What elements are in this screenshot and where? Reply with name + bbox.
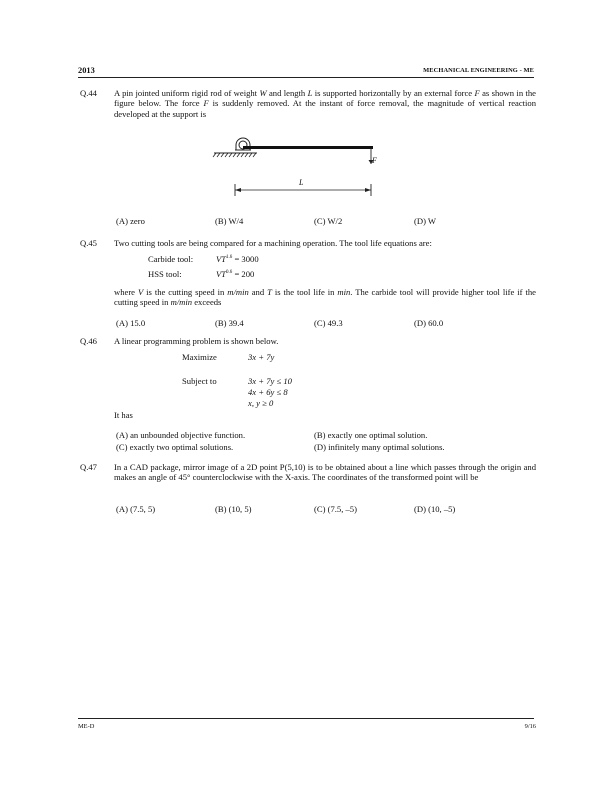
option-a[interactable]: (A) an unbounded objective function. (116, 430, 246, 440)
hss-equation-label: HSS tool: (148, 269, 182, 279)
pin-jointed-rod-figure (205, 136, 395, 202)
force-label: F (372, 156, 377, 165)
paper-code: ME-D (78, 723, 95, 730)
option-b[interactable]: (B) (10, 5) (215, 504, 252, 514)
option-a[interactable]: (A) zero (116, 216, 145, 226)
question-number: Q.44 (80, 88, 97, 98)
carbide-equation: $VT^{1.6} = 3000$ (216, 254, 259, 264)
question-text-q44: A pin jointed uniform rigid rod of weight W and length L is supported horizontally by an external force F as shown in the figure below. The force F is suddenly removed. At the instant of force removal, the magnitude of vertical reaction developed at the support is (114, 88, 537, 119)
option-c[interactable]: (C) W/2 (314, 216, 343, 226)
footer-divider (78, 718, 534, 719)
constraint-2: 4x + 6y ≤ 8 (248, 387, 288, 397)
it-has-label: It has (114, 410, 133, 420)
question-number: Q.47 (80, 462, 97, 472)
objective-function: 3x + 7y (248, 352, 275, 362)
option-b[interactable]: (B) W/4 (215, 216, 244, 226)
option-d[interactable]: (D) (10, –5) (414, 504, 456, 514)
constraint-3: x, y ≥ 0 (248, 398, 274, 408)
maximize-label: Maximize (182, 352, 217, 362)
option-b[interactable]: (B) exactly one optimal solution. (314, 430, 428, 440)
question-number: Q.46 (80, 336, 97, 346)
subject-to-label: Subject to (182, 376, 217, 386)
option-a[interactable]: (A) (7.5, 5) (116, 504, 156, 514)
option-c[interactable]: (C) (7.5, –5) (314, 504, 357, 514)
header-divider (78, 77, 534, 78)
page-number: 9/16 (524, 723, 536, 730)
option-b[interactable]: (B) 39.4 (215, 318, 244, 328)
option-d[interactable]: (D) 60.0 (414, 318, 444, 328)
hss-equation: $VT^{0.6} = 200$ (216, 269, 255, 279)
paper-year: 2013 (78, 66, 95, 75)
length-label: L (299, 178, 304, 187)
paper-subject: MECHANICAL ENGINEERING - ME (423, 67, 534, 74)
carbide-equation-label: Carbide tool: (148, 254, 194, 264)
option-c[interactable]: (C) exactly two optimal solutions. (116, 442, 234, 452)
question-number: Q.45 (80, 238, 97, 248)
question-where-q45: where V is the cutting speed in m/min and T is the tool life in min. The carbide tool will provide higher tool life if the cutting speed in m/min exceeds (114, 287, 536, 308)
question-text-q45: Two cutting tools are being compared for a machining operation. The tool life equations are: (114, 238, 432, 248)
option-d[interactable]: (D) W (414, 216, 437, 226)
rigid-rod (243, 146, 373, 149)
question-text-q47: In a CAD package, mirror image of a 2D point P(5,10) is to be obtained about a line which passes through the origin and makes an angle of 45° counterclockwise with the X-axis. The coordinates of the transformed point will be (114, 462, 536, 483)
option-d[interactable]: (D) infinitely many optimal solutions. (314, 442, 445, 452)
option-c[interactable]: (C) 49.3 (314, 318, 343, 328)
constraint-1: 3x + 7y ≤ 10 (248, 376, 292, 386)
option-a[interactable]: (A) 15.0 (116, 318, 146, 328)
question-text-q46: A linear programming problem is shown below. (114, 336, 279, 346)
